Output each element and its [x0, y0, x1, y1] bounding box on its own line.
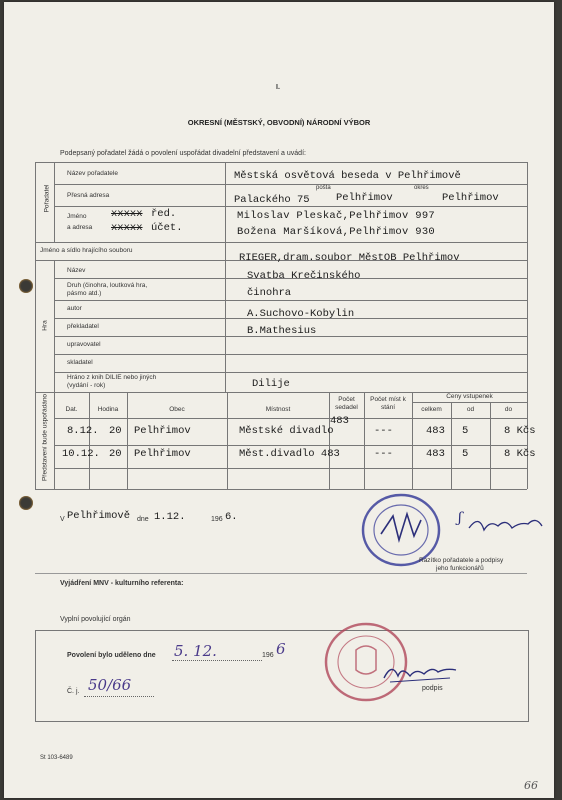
ensemble-value: RIEGER,dram.soubor MěstOB Pelhřimov	[239, 252, 460, 264]
row2-from: 5	[462, 448, 469, 460]
row1-venue: Městské divadlo	[239, 425, 334, 437]
punch-hole-bottom	[19, 496, 33, 510]
row2-hour: 20	[109, 448, 122, 460]
address-posta: Pelhřimov	[336, 192, 393, 204]
row2-to: 8 Kčs	[504, 448, 536, 460]
podpis-label: podpis	[422, 685, 443, 692]
play-genre-value: činohra	[247, 287, 292, 299]
page-roman: I.	[276, 84, 280, 91]
posta-label: pošta	[316, 185, 331, 191]
translator-value: B.Mathesius	[247, 325, 317, 337]
row1-date: 8.12.	[67, 425, 99, 437]
section-play: Hra	[41, 320, 49, 331]
th-standing: Počet míst k stání	[370, 396, 406, 411]
th-seats: Počet sedadel	[335, 396, 358, 411]
page-note: 66	[524, 779, 538, 792]
row1-town: Pelhřimov	[134, 425, 191, 437]
th-to: do	[504, 406, 513, 413]
okres-label: okres	[414, 185, 429, 191]
row2-venue: Měst.divadlo 483	[239, 448, 340, 460]
adapter-label: upravovatel	[67, 341, 101, 348]
seats-extra: 483	[330, 415, 349, 427]
th-prices: Ceny vstupenek	[446, 393, 493, 400]
source-value: Dilije	[252, 378, 290, 390]
cj-value: 50/66	[88, 676, 132, 694]
source-label: Hráno z knih DILIE nebo jiných (vydání - rok)	[67, 374, 157, 389]
stamp-caption-2: jeho funkcionářů	[436, 565, 484, 572]
granted-date: 5. 12.	[174, 642, 217, 660]
row1-to: 8 Kčs	[504, 425, 536, 437]
row1-total: 483	[426, 425, 445, 437]
signoff-year-typed: 6.	[225, 511, 238, 523]
approval-signature	[380, 656, 460, 690]
granted-year-print: 196	[262, 652, 274, 659]
place-prefix: V	[60, 516, 65, 523]
row2-standing: ---	[374, 448, 393, 460]
play-title-label: Název	[67, 267, 86, 274]
punch-hole-top	[19, 279, 33, 293]
dne-label: dne	[137, 516, 149, 523]
ensemble-label: Jméno a sídlo hrajícího souboru	[40, 247, 133, 254]
address-okres: Pelhřimov	[442, 192, 499, 204]
person-2: Božena Maršíková,Pelhřimov 930	[237, 226, 436, 238]
form-code: St 103-6489	[40, 755, 73, 761]
granted-label: Povolení bylo uděleno dne	[67, 652, 156, 659]
signoff-date: 1.12.	[154, 511, 186, 523]
play-title-value: Svatba Krečinského	[247, 270, 361, 282]
fill-label: Vyplní povolující orgán	[60, 616, 131, 623]
granted-year-hand: 6	[276, 640, 286, 658]
translator-label: překladatel	[67, 323, 99, 330]
organizer-name-value: Městská osvětová beseda v Pelhřimově	[234, 170, 461, 182]
person-label-1: Jméno	[67, 213, 87, 220]
play-genre-label: Druh (činohra, loutková hra, pásmo atd.)	[67, 282, 148, 297]
row1-hour: 20	[109, 425, 122, 437]
th-date: Dat.	[65, 406, 78, 413]
form-intro: Podepsaný pořadatel žádá o povolení uspořádat divadelní představení a uvádí:	[60, 150, 306, 157]
th-hour: Hodina	[97, 406, 119, 413]
stamp-caption-1: Razítko pořadatele a podpisy	[419, 557, 504, 564]
row1-from: 5	[462, 425, 469, 437]
address-street: Palackého 75	[234, 194, 310, 206]
row1-standing: ---	[374, 425, 393, 437]
role-1: řed.	[151, 208, 177, 220]
role-2: účet.	[151, 222, 183, 234]
row2-town: Pelhřimov	[134, 448, 191, 460]
section-performances: Představení bude uspořádáno	[41, 393, 49, 482]
person-1: Miloslav Pleskač,Pelhřimov 997	[237, 210, 436, 222]
row2-total: 483	[426, 448, 445, 460]
organizer-signature-2	[464, 510, 549, 540]
organizer-name-label: Název pořadatele	[67, 170, 118, 177]
form-title: OKRESNÍ (MĚSTSKÝ, OBVODNÍ) NÁRODNÍ VÝBOR	[187, 118, 371, 127]
th-total: celkem	[421, 406, 442, 413]
cj-label: Č. j.	[67, 688, 80, 695]
role-2-struck: xxxxx	[111, 222, 143, 234]
role-1-struck: xxxxx	[111, 208, 143, 220]
th-from: od	[466, 406, 475, 413]
person-label-2: a adresa	[67, 224, 93, 231]
address-label: Přesná adresa	[67, 192, 110, 199]
organizer-signature: ʃ	[458, 510, 462, 526]
row2-date: 10.12.	[62, 448, 100, 460]
author-label: autor	[67, 305, 82, 312]
section-organizer: Pořadatel	[43, 184, 51, 213]
composer-label: skladatel	[67, 359, 93, 366]
signoff-year-print: 196	[211, 516, 223, 523]
mnv-label: Vyjádření MNV - kulturního referenta:	[60, 580, 184, 587]
th-town: Obec	[169, 406, 185, 413]
th-venue: Místnost	[265, 406, 291, 413]
author-value: A.Suchovo-Kobylin	[247, 308, 355, 320]
place-value: Pelhřimově	[67, 510, 131, 522]
form-sheet	[4, 2, 554, 798]
